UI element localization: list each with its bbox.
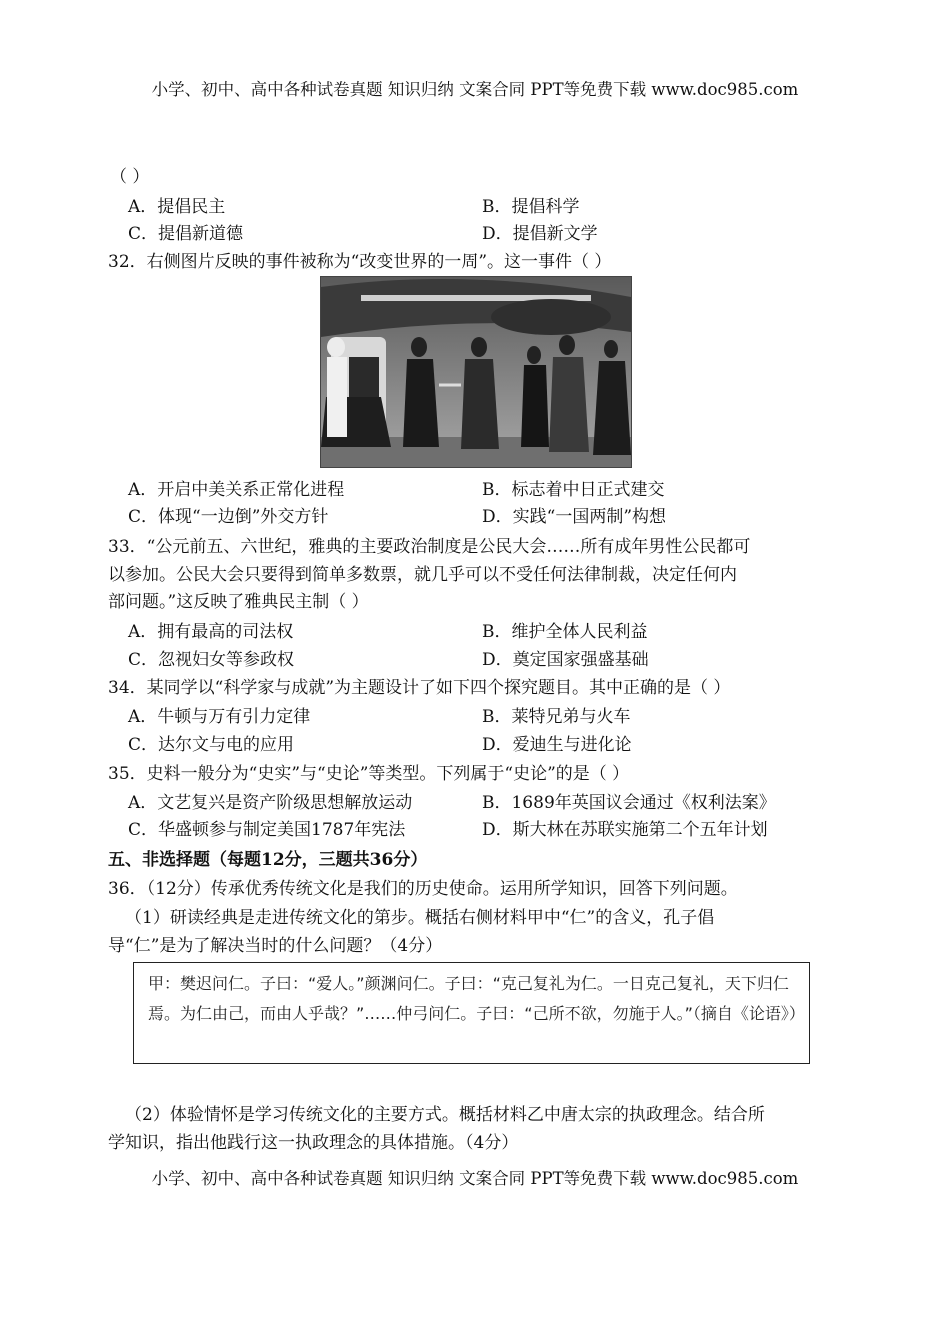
photo-illustration [321, 277, 631, 467]
q32-stem: 32．右侧图片反映的事件被称为“改变世界的一周”。这一事件（ ） [108, 252, 612, 272]
q34-option-a: A．牛顿与万有引力定律 [128, 707, 311, 727]
q32-option-a: A．开启中美关系正常化进程 [128, 480, 345, 500]
nixon-zhou-handshake-photo [320, 276, 632, 468]
q33-option-d: D．奠定国家强盛基础 [482, 650, 649, 670]
q33-option-b: B．维护全体人民利益 [482, 622, 648, 642]
q32-option-d: D．实践“一国两制”构想 [482, 507, 667, 527]
q34-stem: 34．某同学以“科学家与成就”为主题设计了如下四个探究题目。其中正确的是（ ） [108, 678, 731, 698]
q32-option-b: B．标志着中日正式建交 [482, 480, 665, 500]
q35-option-a: A．文艺复兴是资产阶级思想解放运动 [128, 793, 413, 813]
q32-option-c: C．体现“一边倒”外交方针 [128, 507, 329, 527]
q36-part2-line2: 学知识，指出他践行这一执政理念的具体措施。（4分） [108, 1133, 519, 1153]
page-header: 小学、初中、高中各种试卷真题 知识归纳 文案合同 PPT等免费下载 www.doc985.com [151, 80, 799, 99]
q35-option-b: B．1689年英国议会通过《权利法案》 [482, 793, 776, 813]
q33-option-a: A．拥有最高的司法权 [128, 622, 294, 642]
q36-stem: 36．（12分）传承优秀传统文化是我们的历史使命。运用所学知识，回答下列问题。 [108, 879, 738, 899]
q35-stem: 35．史料一般分为“史实”与“史论”等类型。下列属于“史论”的是（ ） [108, 764, 630, 784]
q36-part1-line1: （1）研读经典是走进传统文化的第步。概括右侧材料甲中“仁”的含义，孔子倡 [125, 908, 715, 928]
q33-option-c: C．忽视妇女等参政权 [128, 650, 295, 670]
q31-answer-bracket: （ ） [110, 167, 150, 187]
q35-option-d: D．斯大林在苏联实施第二个五年计划 [482, 820, 768, 840]
q31-option-c: C．提倡新道德 [128, 224, 244, 244]
q36-part1-line2: 导“仁”是为了解决当时的什么问题？（4分） [108, 936, 443, 956]
material-box [133, 962, 810, 1064]
q34-option-d: D．爱迪生与进化论 [482, 735, 632, 755]
section-heading: 五、非选择题（每题12分，三题共36分） [108, 850, 428, 870]
q33-stem-line1: 33．“公元前五、六世纪，雅典的主要政治制度是公民大会……所有成年男性公民都可 [108, 537, 751, 557]
q34-option-b: B．莱特兄弟与火车 [482, 707, 631, 727]
q33-stem-line3: 部问题。”这反映了雅典民主制（ ） [108, 592, 369, 612]
q33-stem-line2: 以参加。公民大会只要得到简单多数票，就几乎可以不受任何法律制裁，决定任何内 [108, 565, 737, 585]
q31-option-b: B．提倡科学 [482, 197, 580, 217]
material-text: 甲：樊迟问仁。子曰：“爱人。”颜渊问仁。子曰：“克己复礼为仁。一日克己复礼，天下归仁焉。为仁由己，而由人乎哉？”……仲弓问仁。子曰：“己所不欲，勿施于人。”（摘自《论语》） [148, 974, 805, 1023]
q35-option-c: C．华盛顿参与制定美国1787年宪法 [128, 820, 406, 840]
q31-option-d: D．提倡新文学 [482, 224, 598, 244]
page-footer: 小学、初中、高中各种试卷真题 知识归纳 文案合同 PPT等免费下载 www.doc985.com [151, 1169, 799, 1188]
q34-option-c: C．达尔文与电的应用 [128, 735, 295, 755]
q31-option-a: A．提倡民主 [128, 197, 226, 217]
q36-part2-line1: （2）体验情怀是学习传统文化的主要方式。概括材料乙中唐太宗的执政理念。结合所 [125, 1105, 765, 1125]
